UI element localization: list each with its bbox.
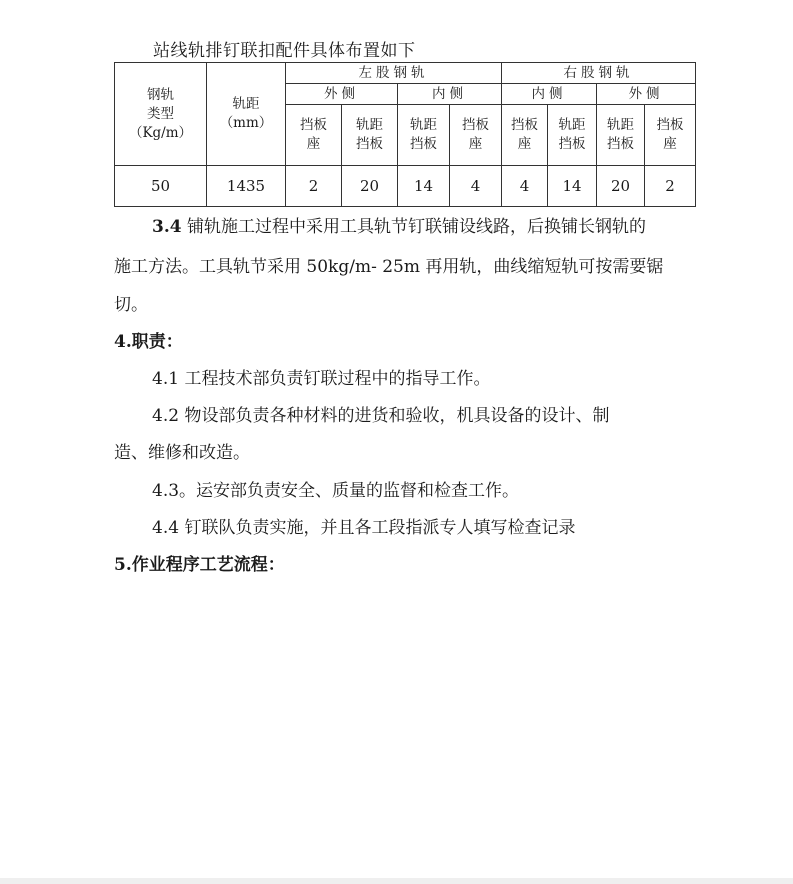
page-bottom-edge [0,878,793,884]
intro-text: 站线轨排钉联扣配件具体布置如下 [153,41,416,61]
left-outer-header: 外侧 [286,84,398,105]
table-cell: 1435 [207,166,286,207]
section-4-2-line-1: 4.2 物设部负责各种材料的进货和验收，机具设备的设计、制 [152,406,610,426]
table-cell: 50 [115,166,207,207]
table-row [115,166,696,207]
right-outer-header: 外侧 [597,84,696,105]
right-rail-header: 右股钢轨 [502,63,696,84]
fastener-config-table [114,62,696,207]
sub-header-cell: 挡板 座 [502,105,548,166]
table-cell: 20 [597,166,645,207]
sub-header-cell: 轨距 挡板 [398,105,450,166]
table-cell: 2 [645,166,696,207]
section-4-4: 4.4 钉联队负责实施，并且各工段指派专人填写检查记录 [152,518,576,538]
table-cell: 14 [548,166,597,207]
table-cell: 2 [286,166,342,207]
sub-header-cell: 挡板 座 [645,105,696,166]
section-3-4-line-3: 切。 [114,295,148,315]
section-4-3: 4.3。运安部负责安全、质量的监督和检查工作。 [152,481,520,501]
gauge-header: 轨距 （mm） [207,63,286,166]
table-cell: 20 [342,166,398,207]
section-5-title: 5.作业程序工艺流程： [114,555,285,575]
section-4-title: 4.职责： [114,332,183,352]
section-3-4-line-2: 施工方法。工具轨节采用 50kg/m- 25m 再用轨，曲线缩短轨可按需要锯 [114,257,664,277]
right-inner-header: 内侧 [502,84,597,105]
sub-header-cell: 轨距 挡板 [548,105,597,166]
sub-header-cell: 轨距 挡板 [342,105,398,166]
table-cell: 4 [450,166,502,207]
left-inner-header: 内侧 [398,84,502,105]
section-4-2-line-2: 造、维修和改造。 [114,443,250,463]
section-3-4-line-1: 3.4 铺轨施工过程中采用工具轨节钉联铺设线路，后换铺长钢轨的 [152,217,646,237]
sub-header-cell: 挡板 座 [450,105,502,166]
sub-header-cell: 轨距 挡板 [597,105,645,166]
table-cell: 14 [398,166,450,207]
left-rail-header: 左股钢轨 [286,63,502,84]
sub-header-cell: 挡板 座 [286,105,342,166]
table-cell: 4 [502,166,548,207]
rail-type-header: 钢轨 类型 （Kg/m） [115,63,207,166]
section-4-1: 4.1 工程技术部负责钉联过程中的指导工作。 [152,369,491,389]
